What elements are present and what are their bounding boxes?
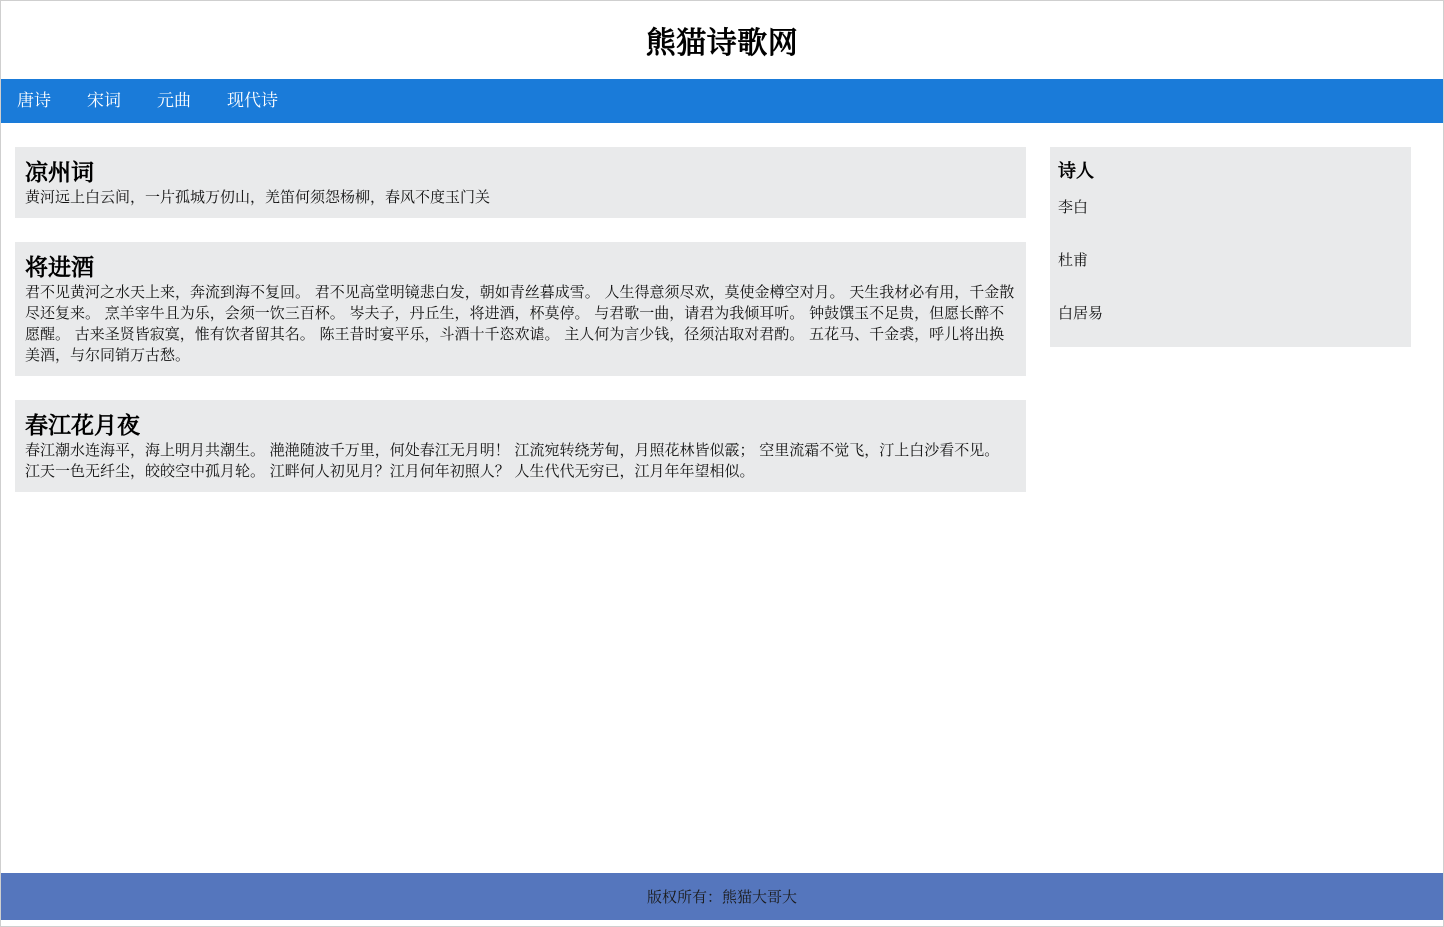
copyright-text: 版权所有：熊猫大哥大 <box>646 888 797 906</box>
poem-title: 春江花月夜 <box>25 413 140 439</box>
poem-list <box>15 147 1026 516</box>
site-footer <box>1 873 1443 920</box>
nav-item-yuan-qu[interactable]: 元曲 <box>157 91 191 111</box>
poet-sidebar <box>1050 147 1411 347</box>
poem-text: 黄河远上白云间，一片孤城万仞山，羌笛何须怨杨柳，春风不度玉门关 <box>25 188 491 206</box>
main-nav <box>1 79 1443 123</box>
poem-text: 君不见黄河之水天上来，奔流到海不复回。 君不见高堂明镜悲白发，朝如青丝暮成雪。 人生得意须尽欢，莫使金樽空对月。 天生我材必有用，千金散尽还复来。 烹羊宰牛且为乐，会须一饮三百杯。 岑夫子，丹丘生，将进酒，杯莫停。 与君歌一曲，请君为我倾耳听。 钟鼓馔玉不足贵，但愿长醉不愿醒。 古来圣贤皆寂寞，惟有饮者留其名。 陈王昔时宴平乐，斗酒十千恣欢谑。 主人何为言少钱，径须沽取对君酌。 五花马、千金裘，呼儿将出换美酒，与尔同销万古愁。 <box>25 283 1015 364</box>
poem-title: 凉州词 <box>25 160 94 186</box>
sidebar-title: 诗人 <box>1058 161 1094 182</box>
poet-item-bai-juyi[interactable]: 白居易 <box>1058 304 1104 322</box>
poem-card <box>15 147 1026 218</box>
poet-list <box>1058 197 1403 323</box>
poet-item-li-bai[interactable]: 李白 <box>1058 198 1089 216</box>
nav-item-modern-poetry[interactable]: 现代诗 <box>227 91 278 111</box>
site-title: 熊猫诗歌网 <box>645 26 799 61</box>
poem-text: 春江潮水连海平，海上明月共潮生。 滟滟随波千万里，何处春江无月明！ 江流宛转绕芳甸，月照花林皆似霰； 空里流霜不觉飞，汀上白沙看不见。 江天一色无纤尘，皎皎空中孤月轮。 江畔何人初见月？江月何年初照人？ 人生代代无穷已，江月年年望相似。 <box>25 441 1000 480</box>
nav-item-tang-poetry[interactable]: 唐诗 <box>17 91 51 111</box>
poet-item-du-fu[interactable]: 杜甫 <box>1058 251 1089 269</box>
nav-item-song-ci[interactable]: 宋词 <box>87 91 121 111</box>
poem-title: 将进酒 <box>25 255 94 281</box>
site-header <box>1 1 1443 79</box>
poem-card <box>15 242 1026 376</box>
poem-card <box>15 400 1026 492</box>
